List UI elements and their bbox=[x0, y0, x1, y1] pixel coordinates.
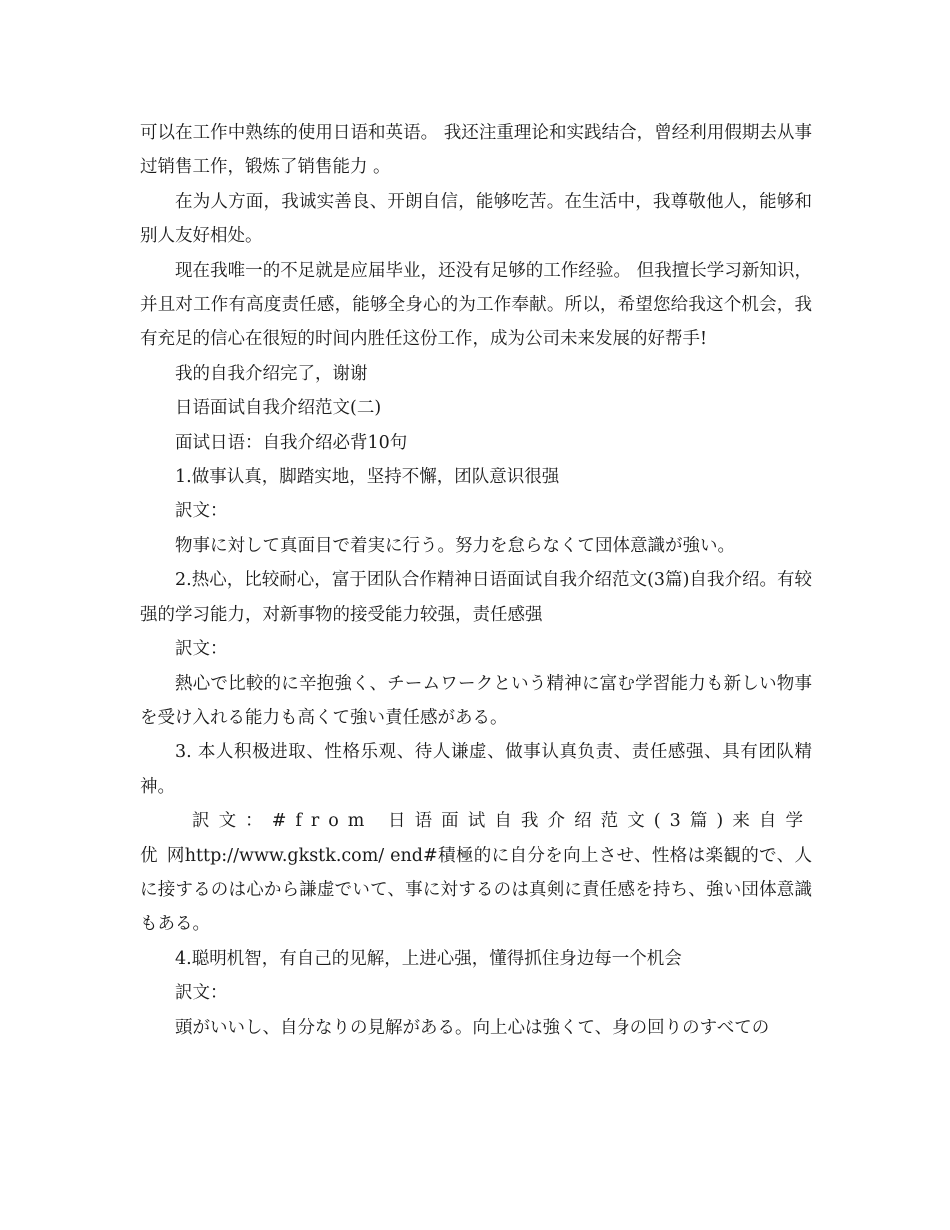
item-2-japanese: 熱心で比較的に辛抱強く、チームワークという精神に富む学習能力も新しい物事を受け入れる能力も高くて強い責任感がある。 bbox=[140, 673, 812, 728]
document-body bbox=[140, 116, 812, 1045]
item-3-translation-rest: 网http://www.gkstk.com/ end#積極的に自分を向上させ、性格は楽観的で、人に接するのは心から謙虚でいて、事に対するのは真剣に責任感を持ち、強い団体意識もある。 bbox=[140, 845, 812, 935]
item-1-translation-label: 訳文： bbox=[175, 501, 228, 522]
item-3-translation-line1: 訳文：#from 日语面试自我介绍范文(3篇)来自学优 bbox=[140, 811, 812, 866]
item-2-translation-label: 訳文： bbox=[175, 639, 228, 660]
section-heading: 日语面试自我介绍范文(二) bbox=[175, 398, 382, 419]
item-3-translation bbox=[140, 804, 812, 942]
paragraph-3: 现在我唯一的不足就是应届毕业，还没有足够的工作经验。 但我擅长学习新知识，并且对工作有高度责任感，能够全身心的为工作奉献。所以，希望您给我这个机会，我有充足的信心在很短的时间内胜任这份工作，成为公司未来发展的好帮手! bbox=[140, 260, 812, 350]
item-1-chinese: 1.做事认真，脚踏实地，坚持不懈，团队意识很强 bbox=[175, 467, 560, 488]
item-4-japanese: 頭がいいし、自分なりの見解がある。向上心は強くて、身の回りのすべての bbox=[175, 1017, 770, 1038]
paragraph-4: 我的自我介绍完了，谢谢 bbox=[175, 363, 368, 384]
item-4-chinese: 4.聪明机智，有自己的见解，上进心强，懂得抓住身边每一个机会 bbox=[175, 948, 682, 969]
paragraph-1: 可以在工作中熟练的使用日语和英语。 我还注重理论和实践结合，曾经利用假期去从事过销售工作，锻炼了销售能力 。 bbox=[140, 123, 812, 178]
item-4-translation-label: 訳文： bbox=[175, 983, 228, 1004]
subheading: 面试日语：自我介绍必背10句 bbox=[175, 432, 408, 453]
item-2-chinese: 2.热心，比较耐心，富于团队合作精神日语面试自我介绍范文(3篇)自我介绍。有较强的学习能力，对新事物的接受能力较强，责任感强 bbox=[140, 570, 812, 625]
paragraph-2: 在为人方面，我诚实善良、开朗自信，能够吃苦。在生活中，我尊敬他人，能够和别人友好相处。 bbox=[140, 191, 812, 247]
item-3-chinese: 3. 本人积极进取、性格乐观、待人谦虚、做事认真负责、责任感强、具有团队精神。 bbox=[140, 742, 812, 797]
item-1-japanese: 物事に対して真面目で着実に行う。努力を怠らなくて団体意識が強い。 bbox=[175, 535, 735, 556]
